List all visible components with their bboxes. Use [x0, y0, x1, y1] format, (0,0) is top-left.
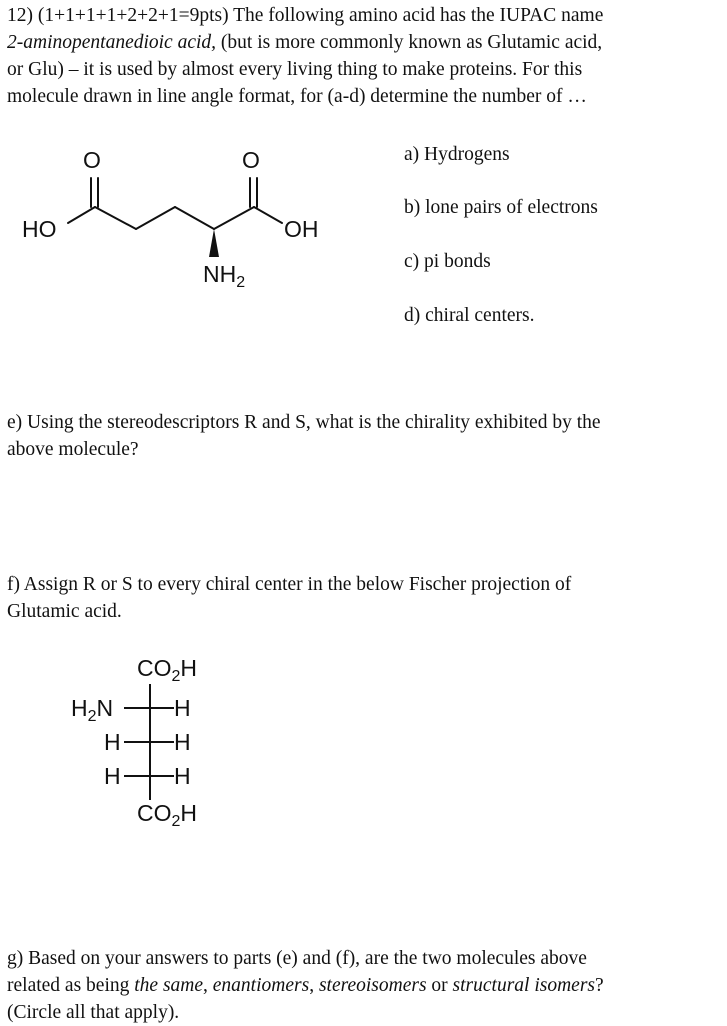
- fischer-row1-h: H: [174, 695, 191, 721]
- atom-o-right: O: [242, 147, 260, 173]
- part-g-line-3: (Circle all that apply).: [7, 1002, 180, 1023]
- fischer-row1-nh2: $H_2N$: [71, 695, 114, 725]
- bond-c5-oh: [254, 207, 282, 223]
- bond-c3-c4: [175, 207, 214, 229]
- intro-line-2: 2-aminopentanedioic acid, (but is more commonly known as Glutamic acid,: [7, 32, 603, 53]
- part-e: [7, 409, 721, 463]
- part-c: c) pi bonds: [404, 251, 491, 272]
- option-structural-isomers[interactable]: structural isomers: [452, 975, 596, 996]
- fischer-lines: [124, 684, 174, 800]
- fischer-row2-right-h: H: [174, 729, 191, 755]
- fischer-row2-left-h: H: [104, 729, 121, 755]
- bond-c1-c2: [95, 207, 136, 229]
- bond-ho-c1: [68, 207, 95, 223]
- option-stereoisomers[interactable]: stereoisomers: [318, 975, 427, 996]
- fischer-row3-left-h: H: [104, 763, 121, 789]
- iupac-name: 2-aminopentanedioic acid,: [7, 32, 217, 53]
- bond-c4-c5: [214, 207, 254, 229]
- part-f-line-2: Glutamic acid.: [7, 601, 122, 622]
- part-d: d) chiral centers.: [404, 305, 535, 326]
- option-the-same[interactable]: the same: [134, 975, 204, 996]
- part-g: [7, 945, 721, 1026]
- fischer-bottom-co2h: $CO_2H$: [137, 800, 198, 830]
- option-enantiomers[interactable]: enantiomers: [212, 975, 310, 996]
- intro-line-1: 12) (1+1+1+1+2+2+1=9pts) The following amino acid has the IUPAC name: [7, 5, 604, 26]
- atom-o-left: O: [83, 147, 101, 173]
- fischer-top-co2h: $CO_2H$: [137, 655, 198, 685]
- part-g-line-1: g) Based on your answers to parts (e) and (f), are the two molecules above: [7, 948, 587, 969]
- intro-line-3: or Glu) – it is used by almost every living thing to make proteins. For this: [7, 59, 583, 80]
- part-g-line-2: related as being the same, enantiomers, stereoisomers or structural isomers?: [7, 975, 604, 996]
- atom-ho: HO: [22, 216, 57, 242]
- part-e-line-1: e) Using the stereodescriptors R and S, what is the chirality exhibited by the: [7, 412, 601, 433]
- intro-line-4: molecule drawn in line angle format, for (a-d) determine the number of …: [7, 86, 587, 107]
- part-f: [7, 571, 721, 625]
- bond-c2-c3: [136, 207, 175, 229]
- atom-oh: OH: [284, 216, 319, 242]
- fischer-row3-right-h: H: [174, 763, 191, 789]
- part-a: a) Hydrogens: [404, 144, 510, 165]
- part-f-line-1: f) Assign R or S to every chiral center in the below Fischer projection of: [7, 574, 572, 595]
- wedge-bond-nh2: [209, 229, 219, 257]
- part-b: b) lone pairs of electrons: [404, 197, 598, 218]
- atom-nh2: $NH_2$: [203, 261, 246, 291]
- part-e-line-2: above molecule?: [7, 439, 139, 460]
